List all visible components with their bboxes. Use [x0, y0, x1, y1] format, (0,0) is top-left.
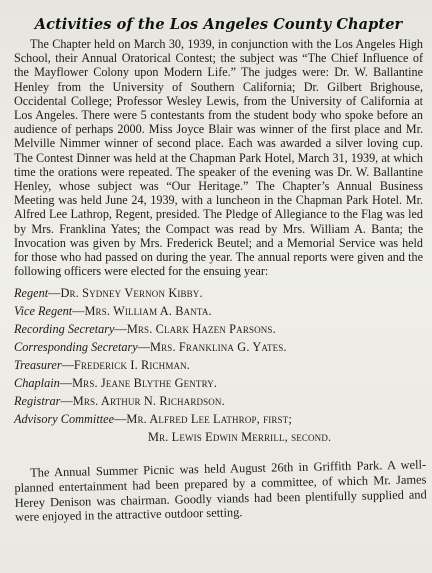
officer-name: Dr. Sydney Vernon Kibby. — [60, 286, 203, 301]
officer-entry — [14, 302, 423, 320]
officer-name: Mr. Alfred Lee Lathrop, first; — [126, 412, 292, 427]
officer-role: Advisory Committee — [14, 412, 115, 427]
officer-name: Mrs. Franklina G. Yates. — [150, 340, 287, 355]
officer-role: Treasurer — [14, 358, 62, 373]
officer-entry — [14, 392, 423, 410]
officer-name: Mr. Lewis Edwin Merrill, second. — [148, 430, 332, 445]
officer-continuation — [14, 428, 423, 446]
officer-name: Mrs. Clark Hazen Parsons. — [126, 322, 276, 337]
officer-entry — [14, 320, 423, 338]
officer-separator: — — [137, 340, 151, 355]
officer-role: Vice Regent — [14, 304, 73, 319]
officer-separator: — — [72, 304, 85, 319]
officer-entry — [14, 284, 423, 302]
officer-name: Frederick I. Richman. — [73, 358, 190, 373]
article-title: Activities of the Los Angeles County Chapter — [34, 16, 403, 33]
officer-separator: — — [61, 358, 74, 373]
officer-separator: — — [60, 394, 73, 409]
bleed-through-texture — [270, 0, 432, 10]
officer-role: Regent — [14, 286, 49, 301]
article-body-paragraph: The Chapter held on March 30, 1939, in conjunction with the Los Angeles High School, their Annual Oratorical Contest; the subject was “The Chief Influence of the Mayflower Colony upon Modern Life.” The judges were: Dr. W. Ballantine Henley from the University of Southern California; Dr. Gilbert Brighouse, Occidental College; Professor Wesley Lewis, from the University of California at Los Angeles. There were 5 contestants from the student body who spoke before an audience of perhaps 2000. Miss Joyce Blair was winner of the first place and Mr. Melville Nimmer winner of second place. Each was awarded a silver loving cup. The Contest Dinner was held at the Chapman Park Hotel, March 31, 1939, at which time the orations were repeated. The speaker of the evening was Dr. W. Ballantine Henley, whose subject was “Our Heritage.” The Chapter’s Annual Business Meeting was held June 24, 1939, with a luncheon in the Chapman Park Hotel. Mr. Alfred Lee Lathrop, Regent, presided. The Pledge of Allegiance to the Flag was led by Mrs. Franklina Yates; the Compact was read by Mrs. William A. Banta; the Invocation was given by Mrs. Frederick Beutel; and a Memorial Service was held for those who had passed on during the year. The annual reports were given and the following officers were elected for the ensuing year: — [14, 37, 423, 279]
officer-name: Mrs. Jeane Blythe Gentry. — [72, 376, 218, 391]
officer-role: Chaplain — [14, 376, 60, 391]
officer-name: Mrs. Arthur N. Richardson. — [72, 394, 225, 409]
officer-name: Mrs. William A. Banta. — [84, 304, 212, 319]
officer-separator: — — [114, 412, 127, 427]
officer-entry — [14, 338, 423, 356]
officer-separator: — — [48, 286, 61, 301]
officer-entry — [14, 356, 423, 374]
officer-role: Corresponding Secretary — [14, 340, 138, 355]
officer-separator: — — [59, 376, 73, 391]
picnic-paragraph: The Annual Summer Picnic was held August 26th in Griffith Park. A well-planned entertainment had been prepared by a committee, of which Mr. James Herey Denison was chairman. Goodly viands had been plentifully supplied and were enjoyed in the attractive outdoor setting. — [14, 457, 427, 525]
officer-entry — [14, 374, 423, 392]
officer-role: Registrar — [14, 394, 61, 409]
officer-entry — [14, 410, 423, 428]
officer-separator: — — [114, 322, 127, 337]
officer-list — [14, 284, 423, 446]
officer-role: Recording Secretary — [14, 322, 115, 337]
